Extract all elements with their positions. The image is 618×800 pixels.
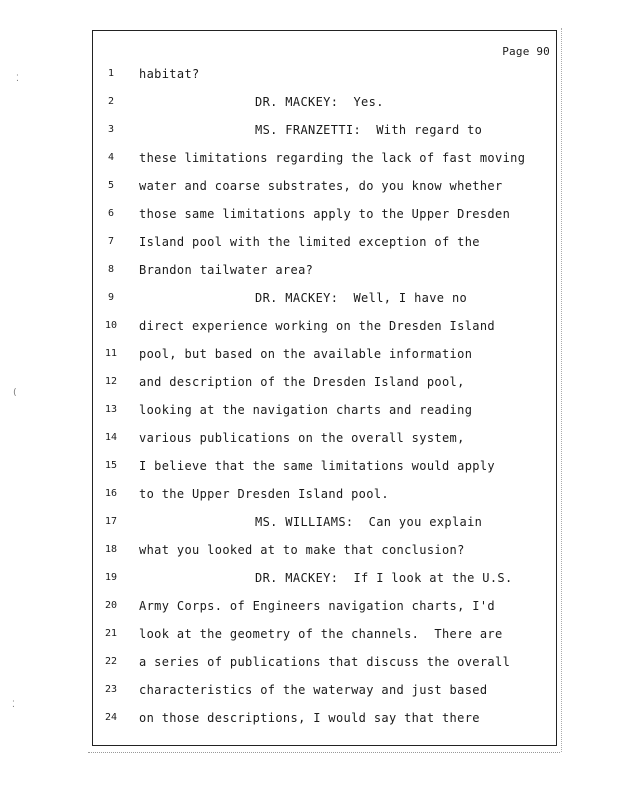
line-text: DR. MACKEY: Yes. <box>255 95 384 109</box>
line-text: water and coarse substrates, do you know whether <box>139 179 503 193</box>
transcript-line <box>93 92 556 112</box>
transcript-line <box>93 456 556 476</box>
line-text: habitat? <box>139 67 200 81</box>
transcript-line <box>93 176 556 196</box>
transcript-line <box>93 120 556 140</box>
scan-speck: ⁚ <box>12 700 15 710</box>
line-number: 3 <box>107 124 115 135</box>
line-number: 6 <box>107 208 115 219</box>
line-number: 7 <box>107 236 115 247</box>
line-number: 1 <box>107 68 115 79</box>
transcript-line <box>93 540 556 560</box>
transcript-line <box>93 316 556 336</box>
line-number: 16 <box>104 488 118 499</box>
line-text: I believe that the same limitations would apply <box>139 459 496 473</box>
line-number: 5 <box>107 180 115 191</box>
line-number: 8 <box>107 264 115 275</box>
line-number: 17 <box>104 516 118 527</box>
transcript-line <box>93 344 556 364</box>
transcript-page <box>92 30 557 746</box>
scan-speck: ( <box>12 388 18 398</box>
line-text: DR. MACKEY: Well, I have no <box>255 291 468 305</box>
line-text: pool, but based on the available information <box>139 347 473 361</box>
transcript-line <box>93 260 556 280</box>
transcript-line <box>93 624 556 644</box>
transcript-line <box>93 148 556 168</box>
line-text: looking at the navigation charts and reading <box>139 403 473 417</box>
scan-right-edge <box>561 28 562 752</box>
line-number: 19 <box>104 572 118 583</box>
transcript-line <box>93 596 556 616</box>
line-number: 4 <box>107 152 115 163</box>
transcript-line <box>93 512 556 532</box>
line-text: DR. MACKEY: If I look at the U.S. <box>255 571 513 585</box>
transcript-line <box>93 64 556 84</box>
transcript-line <box>93 708 556 728</box>
line-number: 13 <box>104 404 118 415</box>
line-number: 14 <box>104 432 118 443</box>
line-number: 10 <box>104 320 118 331</box>
line-text: to the Upper Dresden Island pool. <box>139 487 389 501</box>
line-text: Army Corps. of Engineers navigation charts, I'd <box>139 599 496 613</box>
line-text: and description of the Dresden Island pool, <box>139 375 465 389</box>
transcript-line <box>93 400 556 420</box>
line-number: 9 <box>107 292 115 303</box>
line-number: 24 <box>104 712 118 723</box>
transcript-line <box>93 652 556 672</box>
transcript-line <box>93 428 556 448</box>
line-text: MS. FRANZETTI: With regard to <box>255 123 483 137</box>
transcript-line <box>93 204 556 224</box>
line-number: 22 <box>104 656 118 667</box>
transcript-line <box>93 680 556 700</box>
line-text: those same limitations apply to the Upper Dresden <box>139 207 511 221</box>
line-text: what you looked at to make that conclusion? <box>139 543 465 557</box>
line-text: Island pool with the limited exception of the <box>139 235 480 249</box>
line-number: 12 <box>104 376 118 387</box>
line-number: 18 <box>104 544 118 555</box>
line-text: look at the geometry of the channels. There are <box>139 627 503 641</box>
line-text: characteristics of the waterway and just based <box>139 683 488 697</box>
line-number: 21 <box>104 628 118 639</box>
transcript-line <box>93 232 556 252</box>
transcript-line <box>93 484 556 504</box>
transcript-line <box>93 372 556 392</box>
line-text: direct experience working on the Dresden Island <box>139 319 496 333</box>
transcript-line <box>93 288 556 308</box>
line-number: 2 <box>107 96 115 107</box>
line-number: 23 <box>104 684 118 695</box>
page-number: Page 90 <box>502 45 550 58</box>
line-text: a series of publications that discuss the overall <box>139 655 511 669</box>
line-number: 15 <box>104 460 118 471</box>
scan-speck: ⁚ <box>16 74 19 84</box>
line-number: 20 <box>104 600 118 611</box>
line-text: various publications on the overall system, <box>139 431 465 445</box>
line-text: these limitations regarding the lack of fast moving <box>139 151 526 165</box>
line-text: on those descriptions, I would say that there <box>139 711 480 725</box>
line-text: MS. WILLIAMS: Can you explain <box>255 515 483 529</box>
line-text: Brandon tailwater area? <box>139 263 314 277</box>
transcript-line <box>93 568 556 588</box>
line-number: 11 <box>104 348 118 359</box>
scan-bottom-edge <box>88 752 560 753</box>
